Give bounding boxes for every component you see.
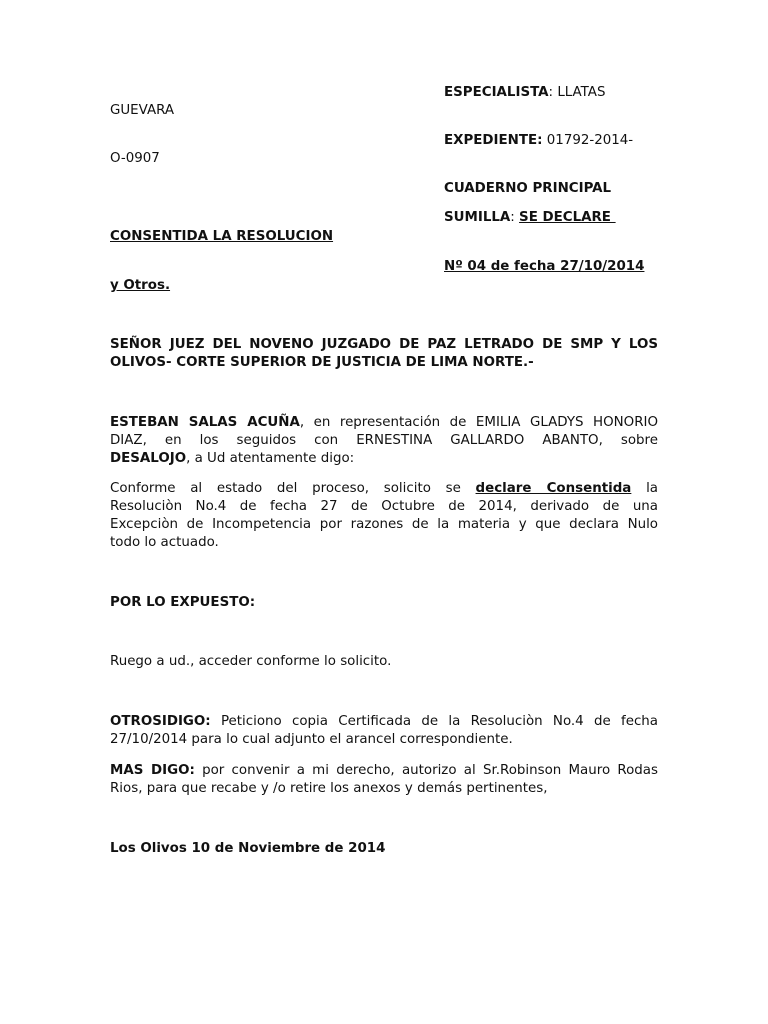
request-line-1-post: la (631, 481, 659, 496)
expediente-line (444, 132, 633, 150)
expediente-value: 01792-2014- (542, 133, 634, 148)
intro-line-1 (110, 414, 658, 432)
mas-digo-line-1-text: por convenir a mi derecho, autorizo al Sr.Robinson Mauro Rodas (194, 763, 658, 778)
request-line-1 (110, 480, 658, 498)
sumilla-colon: : (510, 210, 520, 225)
ruego-line: Ruego a ud., acceder conforme lo solicito. (110, 654, 392, 669)
request-paragraph (110, 480, 658, 552)
desalojo-label: DESALOJO (110, 451, 187, 466)
intro-line-3 (110, 450, 658, 468)
sumilla-label: SUMILLA (444, 210, 511, 225)
sumilla-value: SE DECLARE (519, 210, 616, 225)
sumilla-line (444, 209, 616, 227)
petitioner-name: ESTEBAN SALAS ACUÑA (110, 415, 300, 430)
especialista-line (444, 84, 605, 102)
intro-line-3-text: , a Ud atentamente digo: (186, 451, 355, 466)
mas-digo-line-1 (110, 762, 658, 780)
otrosidigo-paragraph (110, 713, 658, 749)
expediente-continuation: O-0907 (110, 151, 160, 166)
intro-line-1-text: , en representación de EMILIA GLADYS HONORIO (299, 415, 658, 430)
sumilla-continuation: CONSENTIDA LA RESOLUCION (110, 229, 334, 244)
addressee-line-1: SEÑOR JUEZ DEL NOVENO JUZGADO DE PAZ LETRADO DE SMP Y LOS (110, 337, 658, 352)
otrosidigo-line-1-text: Peticiono copia Certificada de la Resoluciòn No.4 de fecha (210, 714, 658, 729)
expediente-label: EXPEDIENTE: (444, 133, 543, 148)
intro-paragraph (110, 414, 658, 468)
resolucion-reference: Nº 04 de fecha 27/10/2014 (444, 259, 645, 274)
declare-consentida: declare Consentida (475, 481, 632, 496)
por-lo-expuesto-heading: POR LO EXPUESTO: (110, 595, 256, 610)
closing-date: Los Olivos 10 de Noviembre de 2014 (110, 841, 386, 856)
especialista-continuation: GUEVARA (110, 103, 175, 118)
request-line-4: todo lo actuado. (110, 535, 219, 550)
intro-line-2: DIAZ, en los seguidos con ERNESTINA GALLARDO ABANTO, sobre (110, 433, 658, 448)
otrosidigo-line-1 (110, 713, 658, 731)
request-line-2: Resoluciòn No.4 de fecha 27 de Octubre de 2014, derivado de una (110, 499, 658, 514)
cuaderno-label: CUADERNO PRINCIPAL (444, 181, 612, 196)
especialista-value: : LLATAS (548, 85, 606, 100)
especialista-label: ESPECIALISTA (444, 85, 549, 100)
request-line-1-pre: Conforme al estado del proceso, solicito se (110, 481, 476, 496)
otrosidigo-label: OTROSIDIGO: (110, 714, 211, 729)
addressee (110, 336, 658, 372)
mas-digo-paragraph (110, 762, 658, 798)
mas-digo-label: MAS DIGO: (110, 763, 195, 778)
addressee-line-2: OLIVOS- CORTE SUPERIOR DE JUSTICIA DE LIMA NORTE.- (110, 355, 534, 370)
mas-digo-line-2: Rios, para que recabe y /o retire los anexos y demás pertinentes, (110, 781, 548, 796)
y-otros: y Otros. (110, 278, 171, 293)
request-line-3: Excepciòn de Incompetencia por razones de la materia y que declara Nulo (110, 517, 658, 532)
otrosidigo-line-2: 27/10/2014 para lo cual adjunto el arancel correspondiente. (110, 732, 513, 747)
